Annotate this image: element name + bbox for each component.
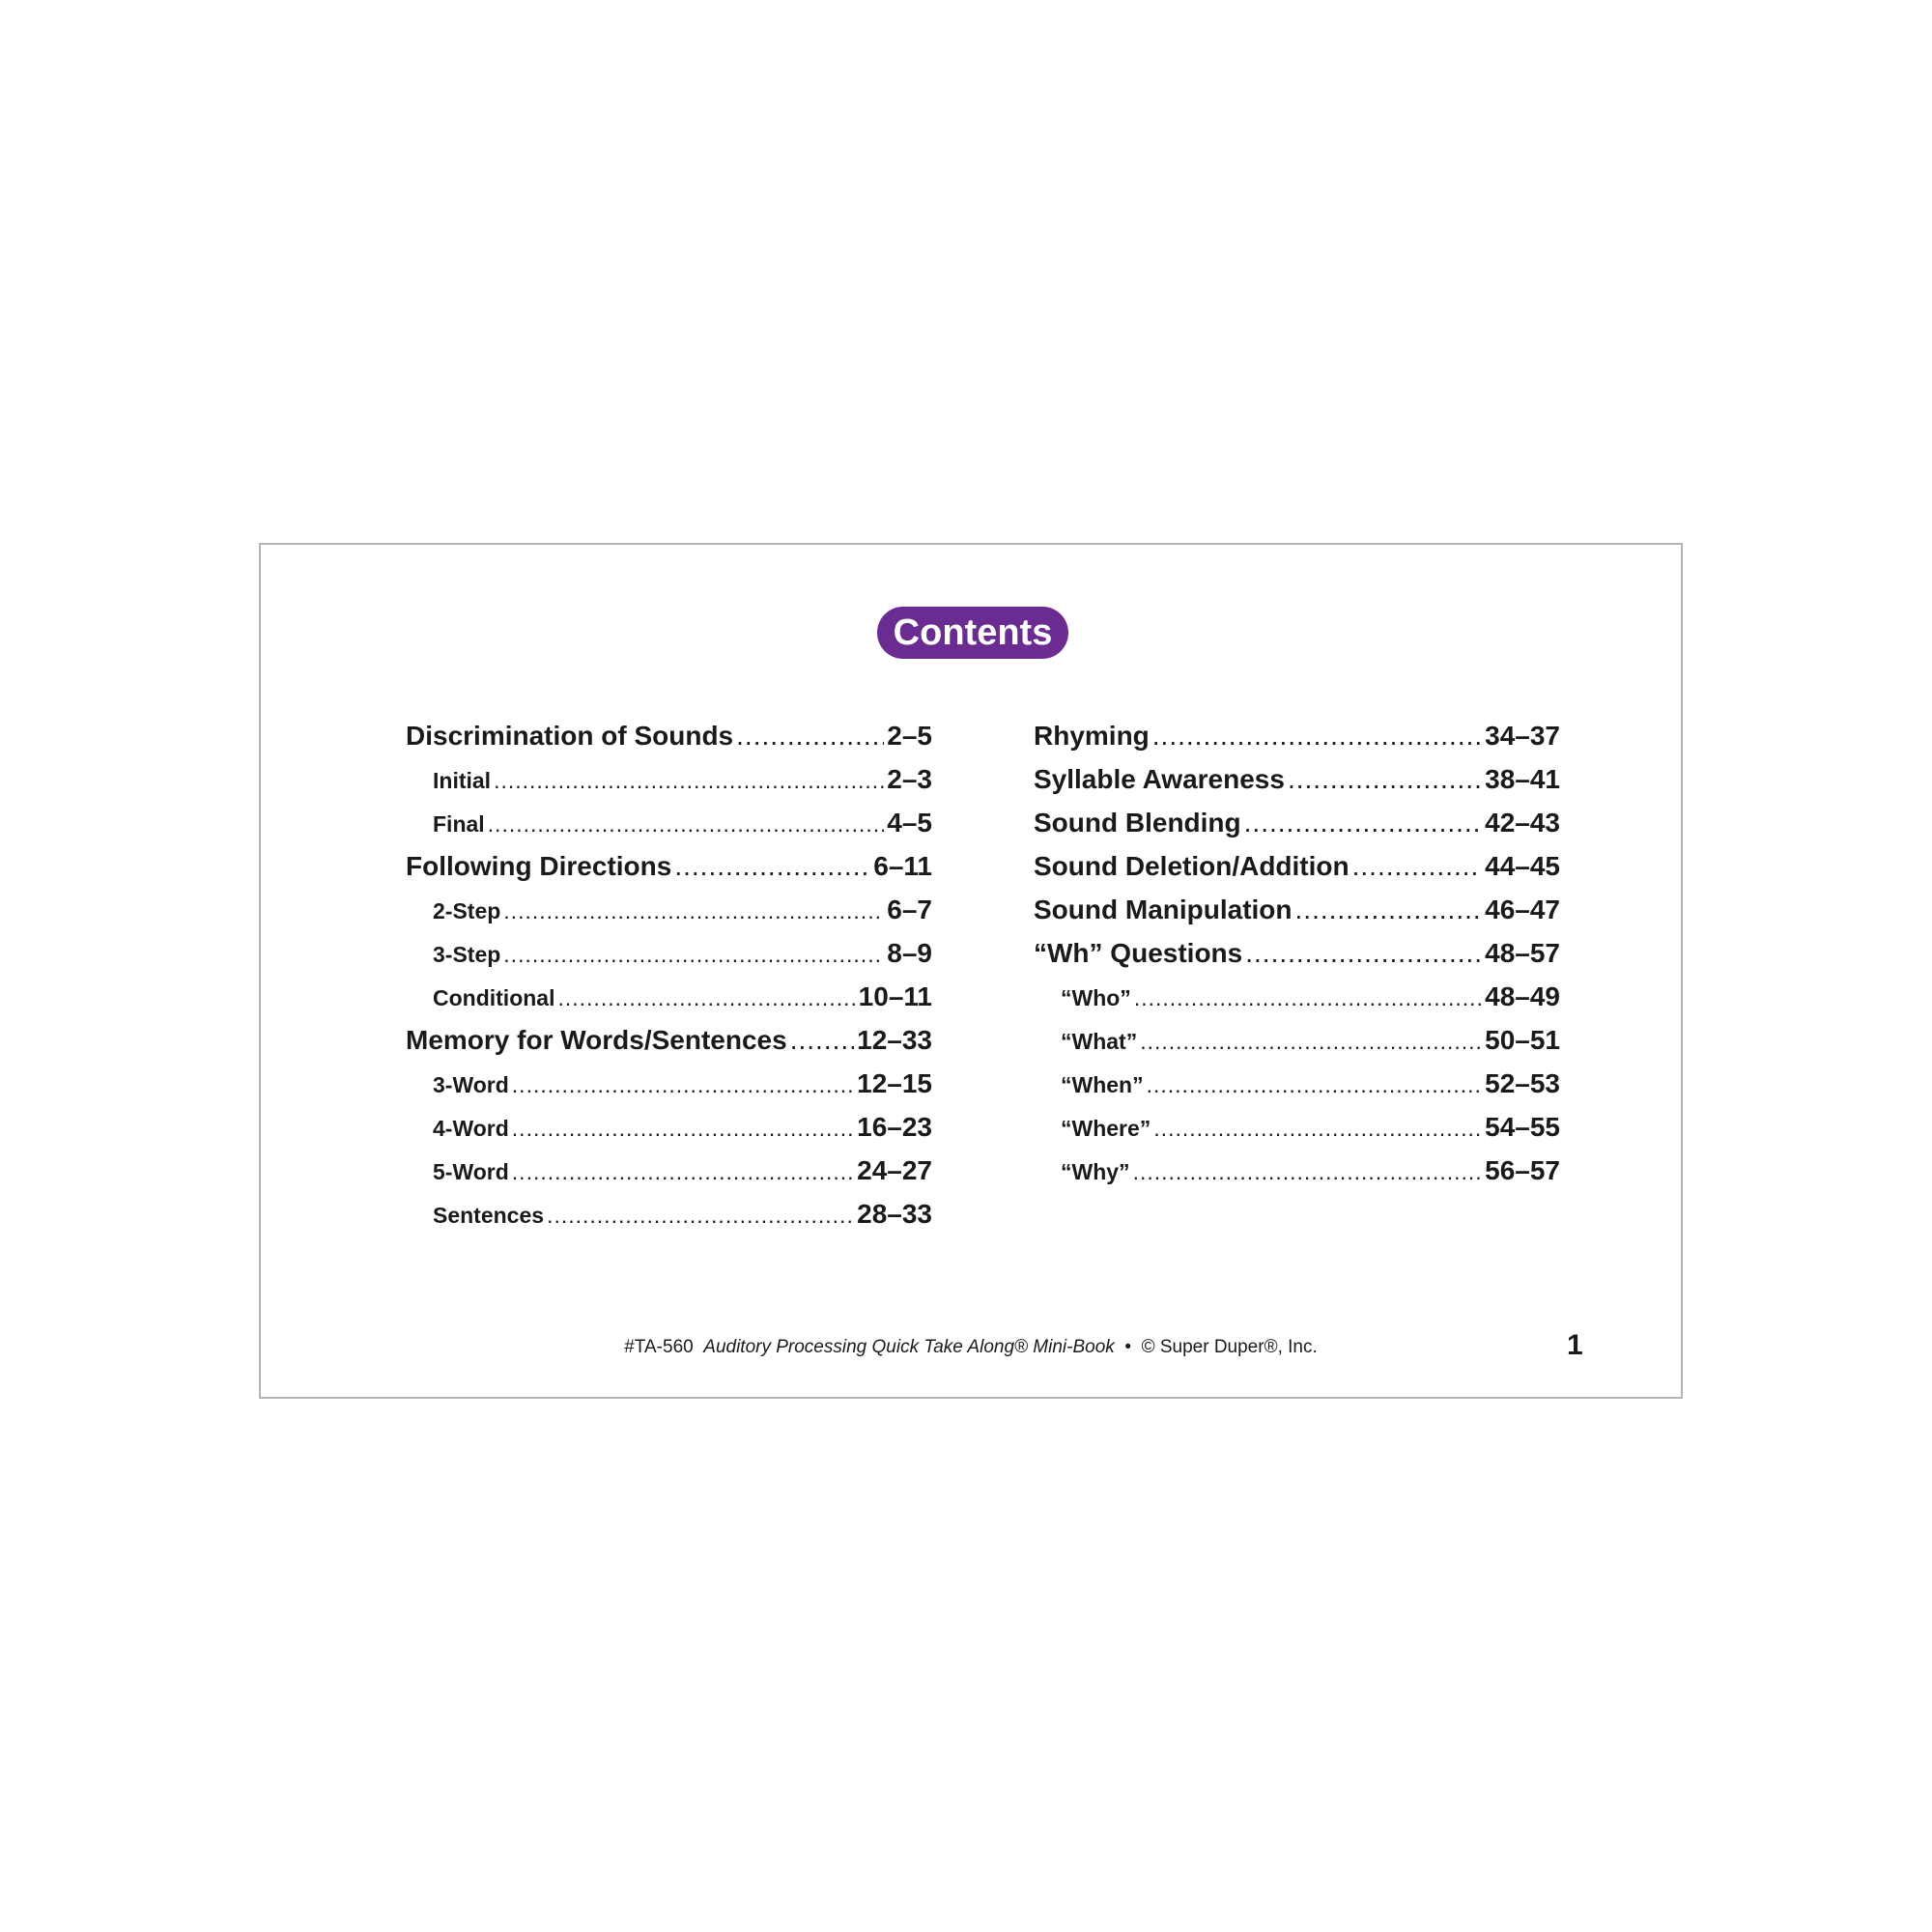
toc-entry-label: 3-Step bbox=[433, 942, 501, 967]
toc-entry-label: “What” bbox=[1061, 1029, 1138, 1054]
toc-entry bbox=[1034, 1112, 1560, 1144]
toc-entry-pages: 6–11 bbox=[873, 851, 932, 881]
dot-leader bbox=[1153, 1116, 1482, 1142]
toc-entry-pages: 54–55 bbox=[1485, 1112, 1560, 1142]
toc-entry-pages: 48–57 bbox=[1485, 938, 1560, 968]
toc-entry-label: Sentences bbox=[433, 1203, 545, 1228]
toc-entry-pages: 42–43 bbox=[1485, 808, 1560, 838]
toc-entry-pages: 16–23 bbox=[857, 1112, 932, 1142]
footer-book-title: Auditory Processing Quick Take Along® Mini-Book bbox=[703, 1337, 1115, 1357]
toc-entry-pages: 34–37 bbox=[1485, 721, 1560, 751]
toc-entry-pages: 38–41 bbox=[1485, 764, 1560, 794]
footer-separator: • bbox=[1124, 1337, 1131, 1357]
dot-leader bbox=[1134, 985, 1482, 1011]
toc-entry-pages: 48–49 bbox=[1485, 981, 1560, 1011]
contents-title: Contents bbox=[877, 607, 1068, 659]
footer-copyright: © Super Duper®, Inc. bbox=[1141, 1337, 1318, 1357]
dot-leader bbox=[494, 768, 884, 794]
toc-entry-pages: 12–15 bbox=[857, 1068, 932, 1098]
toc-entry-pages: 50–51 bbox=[1485, 1025, 1560, 1055]
toc-entry-pages: 12–33 bbox=[857, 1025, 932, 1055]
toc-entry-pages: 2–5 bbox=[887, 721, 932, 751]
toc-entry bbox=[1034, 721, 1560, 753]
toc-entry-label: Following Directions bbox=[406, 851, 672, 881]
toc-entry bbox=[406, 851, 932, 883]
toc-entry-pages: 44–45 bbox=[1485, 851, 1560, 881]
dot-leader bbox=[790, 1025, 854, 1056]
dot-leader bbox=[736, 721, 884, 752]
toc-entry-label: 2-Step bbox=[433, 898, 501, 923]
dot-leader bbox=[503, 942, 884, 968]
dot-leader bbox=[1140, 1029, 1482, 1055]
dot-leader bbox=[1295, 895, 1483, 925]
toc-entry bbox=[406, 938, 932, 970]
toc-entry bbox=[406, 808, 932, 839]
toc-entry-label: Conditional bbox=[433, 985, 555, 1010]
toc-entry-pages: 8–9 bbox=[887, 938, 932, 968]
dot-leader bbox=[547, 1203, 854, 1229]
dot-leader bbox=[503, 898, 884, 924]
toc-entry-label: Sound Manipulation bbox=[1034, 895, 1293, 924]
toc-left-column bbox=[406, 721, 932, 1242]
toc-entry bbox=[406, 981, 932, 1013]
dot-leader bbox=[512, 1116, 854, 1142]
dot-leader bbox=[488, 811, 885, 838]
toc-entry-label: “Why” bbox=[1061, 1159, 1130, 1184]
toc-entry-pages: 6–7 bbox=[887, 895, 932, 924]
toc-entry bbox=[1034, 808, 1560, 839]
dot-leader bbox=[1245, 938, 1482, 969]
toc-entry-label: Initial bbox=[433, 768, 492, 793]
toc-right-column bbox=[1034, 721, 1560, 1199]
toc-entry-label: 5-Word bbox=[433, 1159, 509, 1184]
toc-entry-pages: 56–57 bbox=[1485, 1155, 1560, 1185]
dot-leader bbox=[1288, 764, 1482, 795]
toc-entry bbox=[406, 895, 932, 926]
toc-entry bbox=[1034, 851, 1560, 883]
footer-code: #TA-560 bbox=[624, 1337, 694, 1357]
page-number: 1 bbox=[1567, 1329, 1583, 1361]
toc-entry-pages: 2–3 bbox=[887, 764, 932, 794]
dot-leader bbox=[1147, 1072, 1483, 1098]
toc-entry bbox=[406, 1025, 932, 1057]
toc-entry-label: “Who” bbox=[1061, 985, 1131, 1010]
dot-leader bbox=[1133, 1159, 1483, 1185]
toc-entry-label: Rhyming bbox=[1034, 721, 1150, 751]
toc-entry-label: Discrimination of Sounds bbox=[406, 721, 734, 751]
toc-entry-pages: 10–11 bbox=[858, 981, 932, 1011]
toc-entry bbox=[1034, 1025, 1560, 1057]
toc-entry bbox=[406, 764, 932, 796]
toc-entry bbox=[406, 1112, 932, 1144]
toc-entry bbox=[406, 1199, 932, 1231]
toc-entry bbox=[406, 721, 932, 753]
dot-leader bbox=[1244, 808, 1482, 838]
dot-leader bbox=[1152, 721, 1482, 752]
toc-entry-label: “Where” bbox=[1061, 1116, 1151, 1141]
toc-entry-label: Memory for Words/Sentences bbox=[406, 1025, 787, 1055]
toc-entry bbox=[1034, 1155, 1560, 1187]
dot-leader bbox=[512, 1072, 854, 1098]
toc-entry bbox=[406, 1155, 932, 1187]
dot-leader bbox=[1352, 851, 1483, 882]
toc-entry-label: “When” bbox=[1061, 1072, 1144, 1097]
footer bbox=[261, 1337, 1681, 1358]
toc-entry-label: 3-Word bbox=[433, 1072, 509, 1097]
book-page bbox=[259, 543, 1683, 1399]
toc-entry bbox=[1034, 981, 1560, 1013]
dot-leader bbox=[512, 1159, 854, 1185]
toc-entry bbox=[1034, 764, 1560, 796]
toc-entry-label: Sound Deletion/Addition bbox=[1034, 851, 1350, 881]
toc-entry-pages: 52–53 bbox=[1485, 1068, 1560, 1098]
toc-entry-label: Final bbox=[433, 811, 485, 837]
toc-entry-pages: 28–33 bbox=[857, 1199, 932, 1229]
toc-entry bbox=[406, 1068, 932, 1100]
toc-entry-pages: 4–5 bbox=[887, 808, 932, 838]
toc-entry-label: “Wh” Questions bbox=[1034, 938, 1243, 968]
toc-entry-label: Sound Blending bbox=[1034, 808, 1241, 838]
dot-leader bbox=[674, 851, 870, 882]
toc-entry bbox=[1034, 1068, 1560, 1100]
toc-entry-pages: 24–27 bbox=[857, 1155, 932, 1185]
toc-entry-label: 4-Word bbox=[433, 1116, 509, 1141]
dot-leader bbox=[557, 985, 855, 1011]
toc-entry bbox=[1034, 895, 1560, 926]
toc-entry bbox=[1034, 938, 1560, 970]
toc-entry-pages: 46–47 bbox=[1485, 895, 1560, 924]
toc-entry-label: Syllable Awareness bbox=[1034, 764, 1285, 794]
